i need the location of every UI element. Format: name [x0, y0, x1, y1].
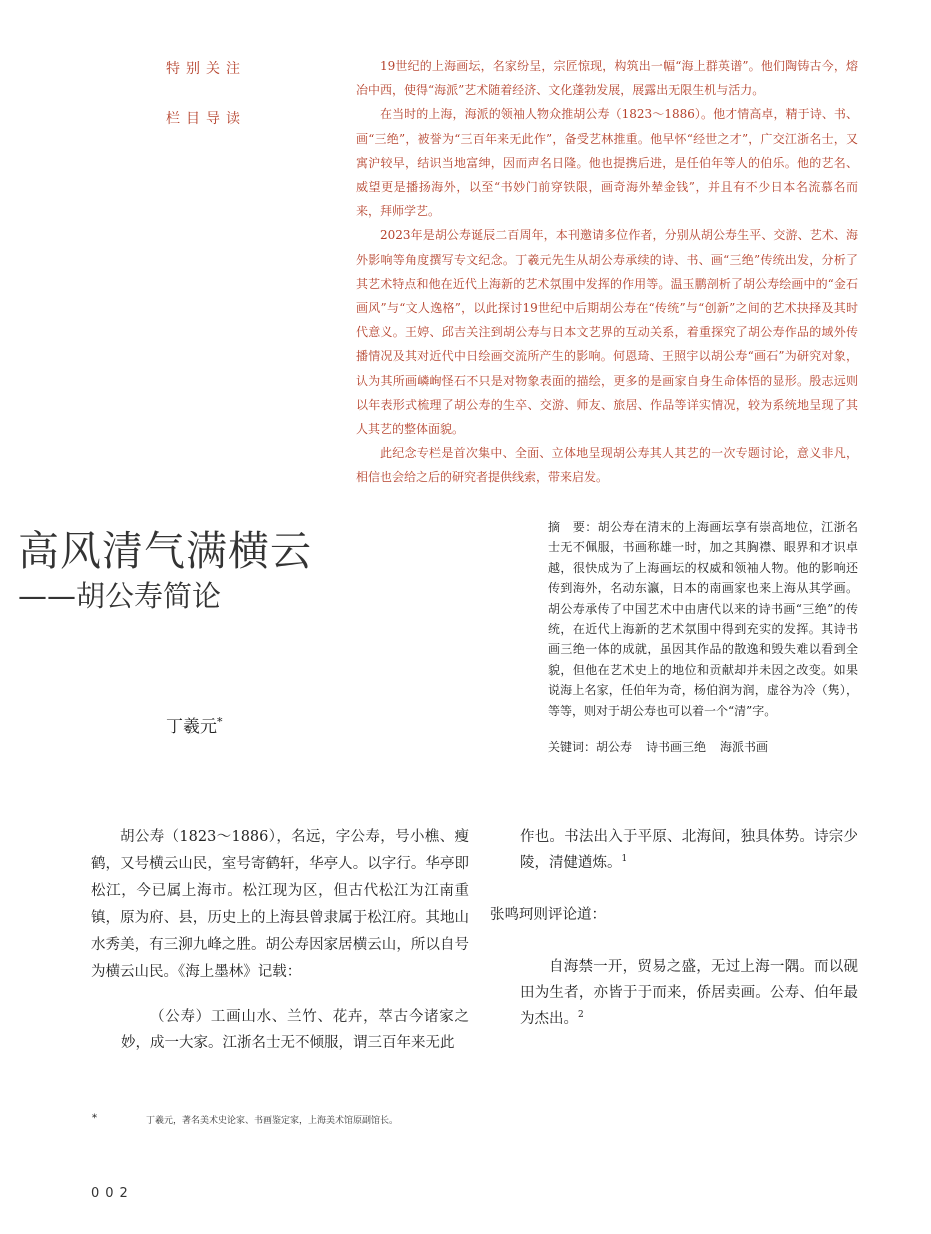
quote-text-span: 自海禁一开，贸易之盛，无过上海一隅。而以砚田为生者，亦皆于于而来，侨居卖画。公寿、伯年最为杰出。	[520, 959, 858, 1027]
body-paragraph-right: 张鸣珂则评论道：	[490, 907, 606, 923]
footnote-text: 丁羲元，著名美术史论家、书画鉴定家，上海美术馆原副馆长。	[146, 1116, 399, 1126]
keywords	[548, 738, 782, 755]
footnote-ref: 1	[621, 854, 628, 865]
abstract: 摘 要：胡公寿在清末的上海画坛享有崇高地位，江浙名士无不佩服，书画称雄一时，加之其胸襟、眼界和才识卓越，很快成为了上海画坛的权威和领袖人物。他的影响还传到海外，名动东瀛，日本的南画家也来上海从其学画。胡公寿承传了中国艺术中由唐代以来的诗书画“三绝”的传统，在近代上海新的艺术氛围中得到充实的发挥。其诗书画三绝一体的成就，虽因其作品的散逸和毁失难以看到全貌，但他在艺术史上的地位和贡献却并未因之改变。如果说海上名家，任伯年为奇，杨伯润为润，虚谷为冷（隽），等等，则对于胡公寿也可以着一个“清”字。	[548, 520, 858, 718]
author-name	[166, 712, 223, 737]
column-intro	[356, 54, 858, 490]
keywords-label: 关键词：	[548, 740, 597, 754]
intro-paragraph: 2023年是胡公寿诞辰二百周年，本刊邀请多位作者，分别从胡公寿生平、交游、艺术、海外影响等角度撰写专文纪念。丁羲元先生从胡公寿承续的诗、书、画“三绝”传统出发，分析了其艺术特点和他在近代上海新的艺术氛围中发挥的作用等。温玉鹏剖析了胡公寿绘画中的“金石画风”与“文人逸格”，以此探讨19世纪中后期胡公寿在“传统”与“创新”之间的艺术抉择及其时代意义。王婷、邱吉关注到胡公寿与日本文艺界的互动关系，着重探究了胡公寿作品的域外传播情况及其对近代中日绘画交流所产生的影响。何恩琦、王照宇以胡公寿“画石”为研究对象，认为其所画嶙峋怪石不只是对物象表面的描绘，更多的是画家自身生命体悟的显形。殷志远则以年表形式梳理了胡公寿的生卒、交游、师友、旅居、作品等详实情况，较为系统地呈现了其人其艺的整体面貌。	[356, 228, 858, 437]
quote-text	[520, 954, 858, 1032]
intro-paragraph: 19世纪的上海画坛，名家纷呈，宗匠惊现，构筑出一幅“海上群英谱”。他们陶铸古今，熔冶中西，使得“海派”艺术随着经济、文化蓬勃发展，展露出无限生机与活力。	[356, 59, 858, 98]
quote-text: 作也。书法出入于平原、北海间，独具体势。诗宗少陵，清健遒炼。	[520, 829, 858, 871]
keyword: 海派书画	[720, 740, 769, 754]
article-title: 高风清气满横云	[18, 527, 312, 575]
keyword: 胡公寿	[596, 740, 633, 754]
section-label-column-guide: 栏目导读	[166, 111, 246, 127]
footnote-mark: *	[92, 1113, 97, 1124]
body-paragraph-left	[91, 824, 469, 986]
author-name-text: 丁羲元	[166, 717, 217, 737]
quote-block-2	[520, 954, 858, 1032]
body-paragraph: 胡公寿（1823～1886），名远，字公寿，号小樵、瘦鹤，又号横云山民，室号寄鹤轩，华亭人。以字行。华亭即松江，今已属上海市。松江现为区，但古代松江为江南重镇，原为府、县，历史上的上海县曾隶属于松江府。其地山水秀美，有三泖九峰之胜。胡公寿因家居横云山，所以自号为横云山民。《海上墨林》记载：	[91, 829, 469, 980]
footnote-ref: 2	[578, 1010, 584, 1021]
author-footnote-mark: *	[217, 715, 223, 729]
intro-paragraph: 在当时的上海，海派的领袖人物众推胡公寿（1823～1886）。他才情高卓，精于诗、书、画“三绝”，被誉为“三百年来无此作”，备受艺林推重。他早怀“经世之才”，广交江浙名士，又寓沪较早，结识当地富绅，因而声名日隆。他也提携后进，是任伯年等人的伯乐。他的艺名、威望更是播扬海外，以至“书妙门前穿铁限，画奇海外辇金钱”，并且有不少日本名流慕名而来，拜师学艺。	[356, 107, 858, 219]
keyword: 诗书画三绝	[646, 740, 707, 754]
quote-block-1-continued	[520, 824, 858, 876]
quote-text: （公寿）工画山水、兰竹、花卉，萃古今诸家之妙，成一大家。江浙名士无不倾服，谓三百年来无此	[121, 1009, 469, 1051]
article-subtitle: ——胡公寿简论	[18, 579, 222, 613]
intro-paragraph: 此纪念专栏是首次集中、全面、立体地呈现胡公寿其人其艺的一次专题讨论，意义非凡，相信也会给之后的研究者提供线索，带来启发。	[356, 446, 858, 485]
page-number: 002	[91, 1186, 134, 1201]
quote-block-1	[121, 1004, 469, 1056]
section-label-special-focus: 特别关注	[166, 61, 246, 77]
